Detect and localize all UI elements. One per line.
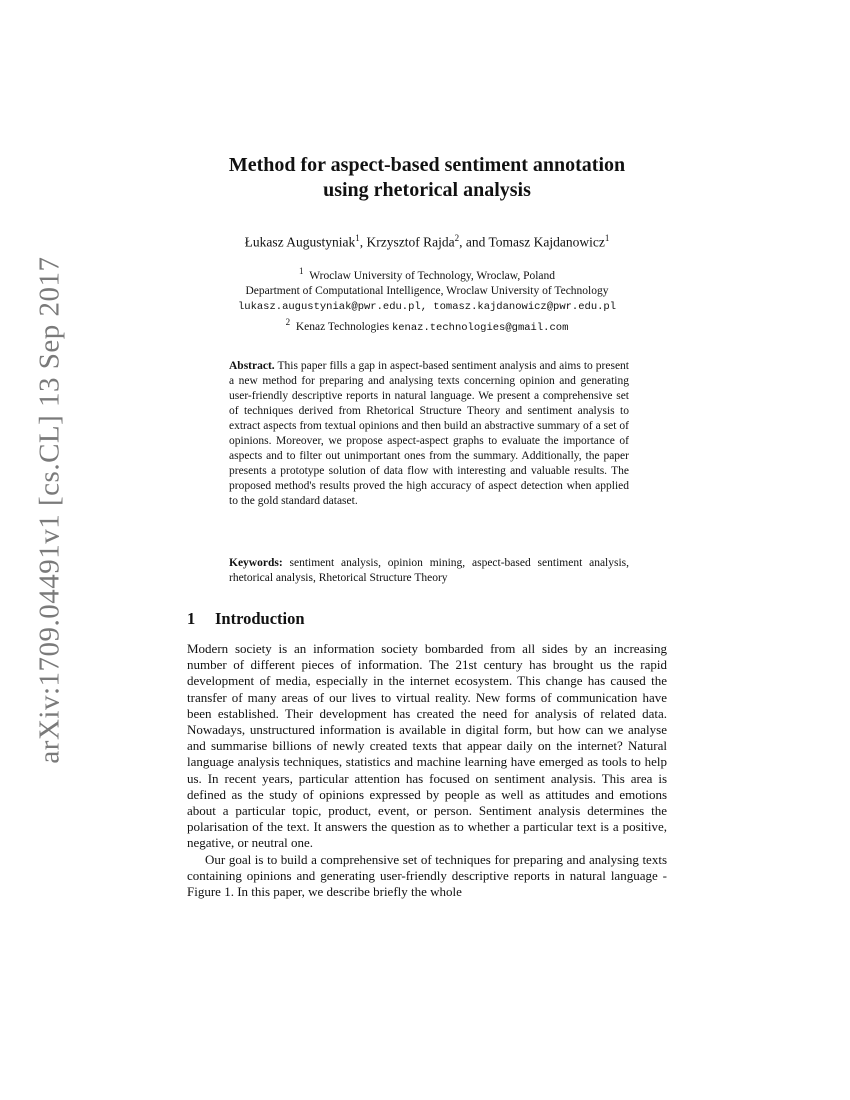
abstract-text: This paper fills a gap in aspect-based sentiment analysis and aims to present a new method for preparing and analysing texts concerning opinion and generating user-friendly descriptive reports in natural language. We present a comprehensive set of techniques derived from Rhetorical Structure Theory and sentiment analysis to extract aspects from textual opinions and then build an abstractive summary of a set of opinions. Moreover, we propose aspect-aspect graphs to evaluate the importance of aspects and to filter out unimportant ones from the summary. Additionally, the paper presents a prototype solution of data flow with interesting and valuable results. The proposed method's results proved the high accuracy of aspect detection when applied to the gold standard dataset. [229,360,629,507]
title-line-2: using rhetorical analysis [323,179,531,201]
author-separator: , and [459,234,489,250]
abstract-label: Abstract. [229,360,275,372]
author-1-affil-mark: 1 [355,233,360,243]
author-2: Krzysztof Rajda [366,234,455,250]
author-separator: , [359,234,367,250]
affiliation-2-text: Kenaz Technologies [295,321,390,334]
title-line-1: Method for aspect-based sentiment annotation [228,154,626,176]
affiliation-2 [177,315,677,336]
affiliation-2-email: kenaz.technologies@gmail.com [391,322,569,335]
author-3-affil-mark: 1 [604,233,610,243]
affiliation-2-mark: 2 [285,317,291,328]
paragraph: Our goal is to build a comprehensive set of techniques for preparing and analysing texts containing opinions and generating user-friendly descriptive reports in natural language - Figure 1. In this paper, we describe briefly the whole [187,851,667,900]
paper-title [157,153,697,203]
keywords-label: Keywords: [229,557,283,569]
author-emails: lukasz.augustyniak@pwr.edu.pl, tomasz.kajdanowicz@pwr.edu.pl [237,300,617,313]
keywords-text: sentiment analysis, opinion mining, aspect-based sentiment analysis, rhetorical analysis, Rhetorical Structure Theory [229,557,630,584]
affiliation-department: Department of Computational Intelligence, Wroclaw University of Technology [245,285,609,298]
author-3: Tomasz Kajdanowicz [488,234,605,250]
affiliation-1 [177,264,677,284]
affiliation-1-mark: 1 [298,266,304,276]
paragraph: Modern society is an information society bombarded from all sides by an increasing number of different pieces of information. The 21st century has brought us the rapid development of media, especially in the internet ecosystem. This change has caused the transfer of many areas of our lives to virtual reality. New forms of communication have been established. Their development has created the need for analysis of related data. Nowadays, unstructured information is available in digital form, but how can we analyse and summarise billions of newly created texts that appear daily on the internet? Natural language analysis techniques, statistics and machine learning have emerged as tools to help us. In recent years, particular attention has focused on sentiment analysis. This area is defined as the study of opinions expressed by people as well as attitudes and emotions about a particular topic, product, event, or person. Sentiment analysis determines the polarisation of the text. It answers the question as to whether a particular text is a positive, negative, or neutral one. [187,641,667,851]
abstract [229,359,629,509]
section-heading [187,609,305,629]
section-title: Introduction [215,609,305,628]
affiliation-1-text: Wroclaw University of Technology, Wroclaw, Poland [309,269,556,282]
keywords [229,556,629,586]
section-number: 1 [187,609,196,628]
author-2-affil-mark: 2 [454,233,460,243]
introduction-body [187,641,667,900]
author-1: Łukasz Augustyniak [244,234,356,250]
author-list [177,233,677,251]
affiliations [177,264,677,337]
arxiv-identifier-stamp: arXiv:1709.04491v1 [cs.CL] 13 Sep 2017 [33,256,66,764]
